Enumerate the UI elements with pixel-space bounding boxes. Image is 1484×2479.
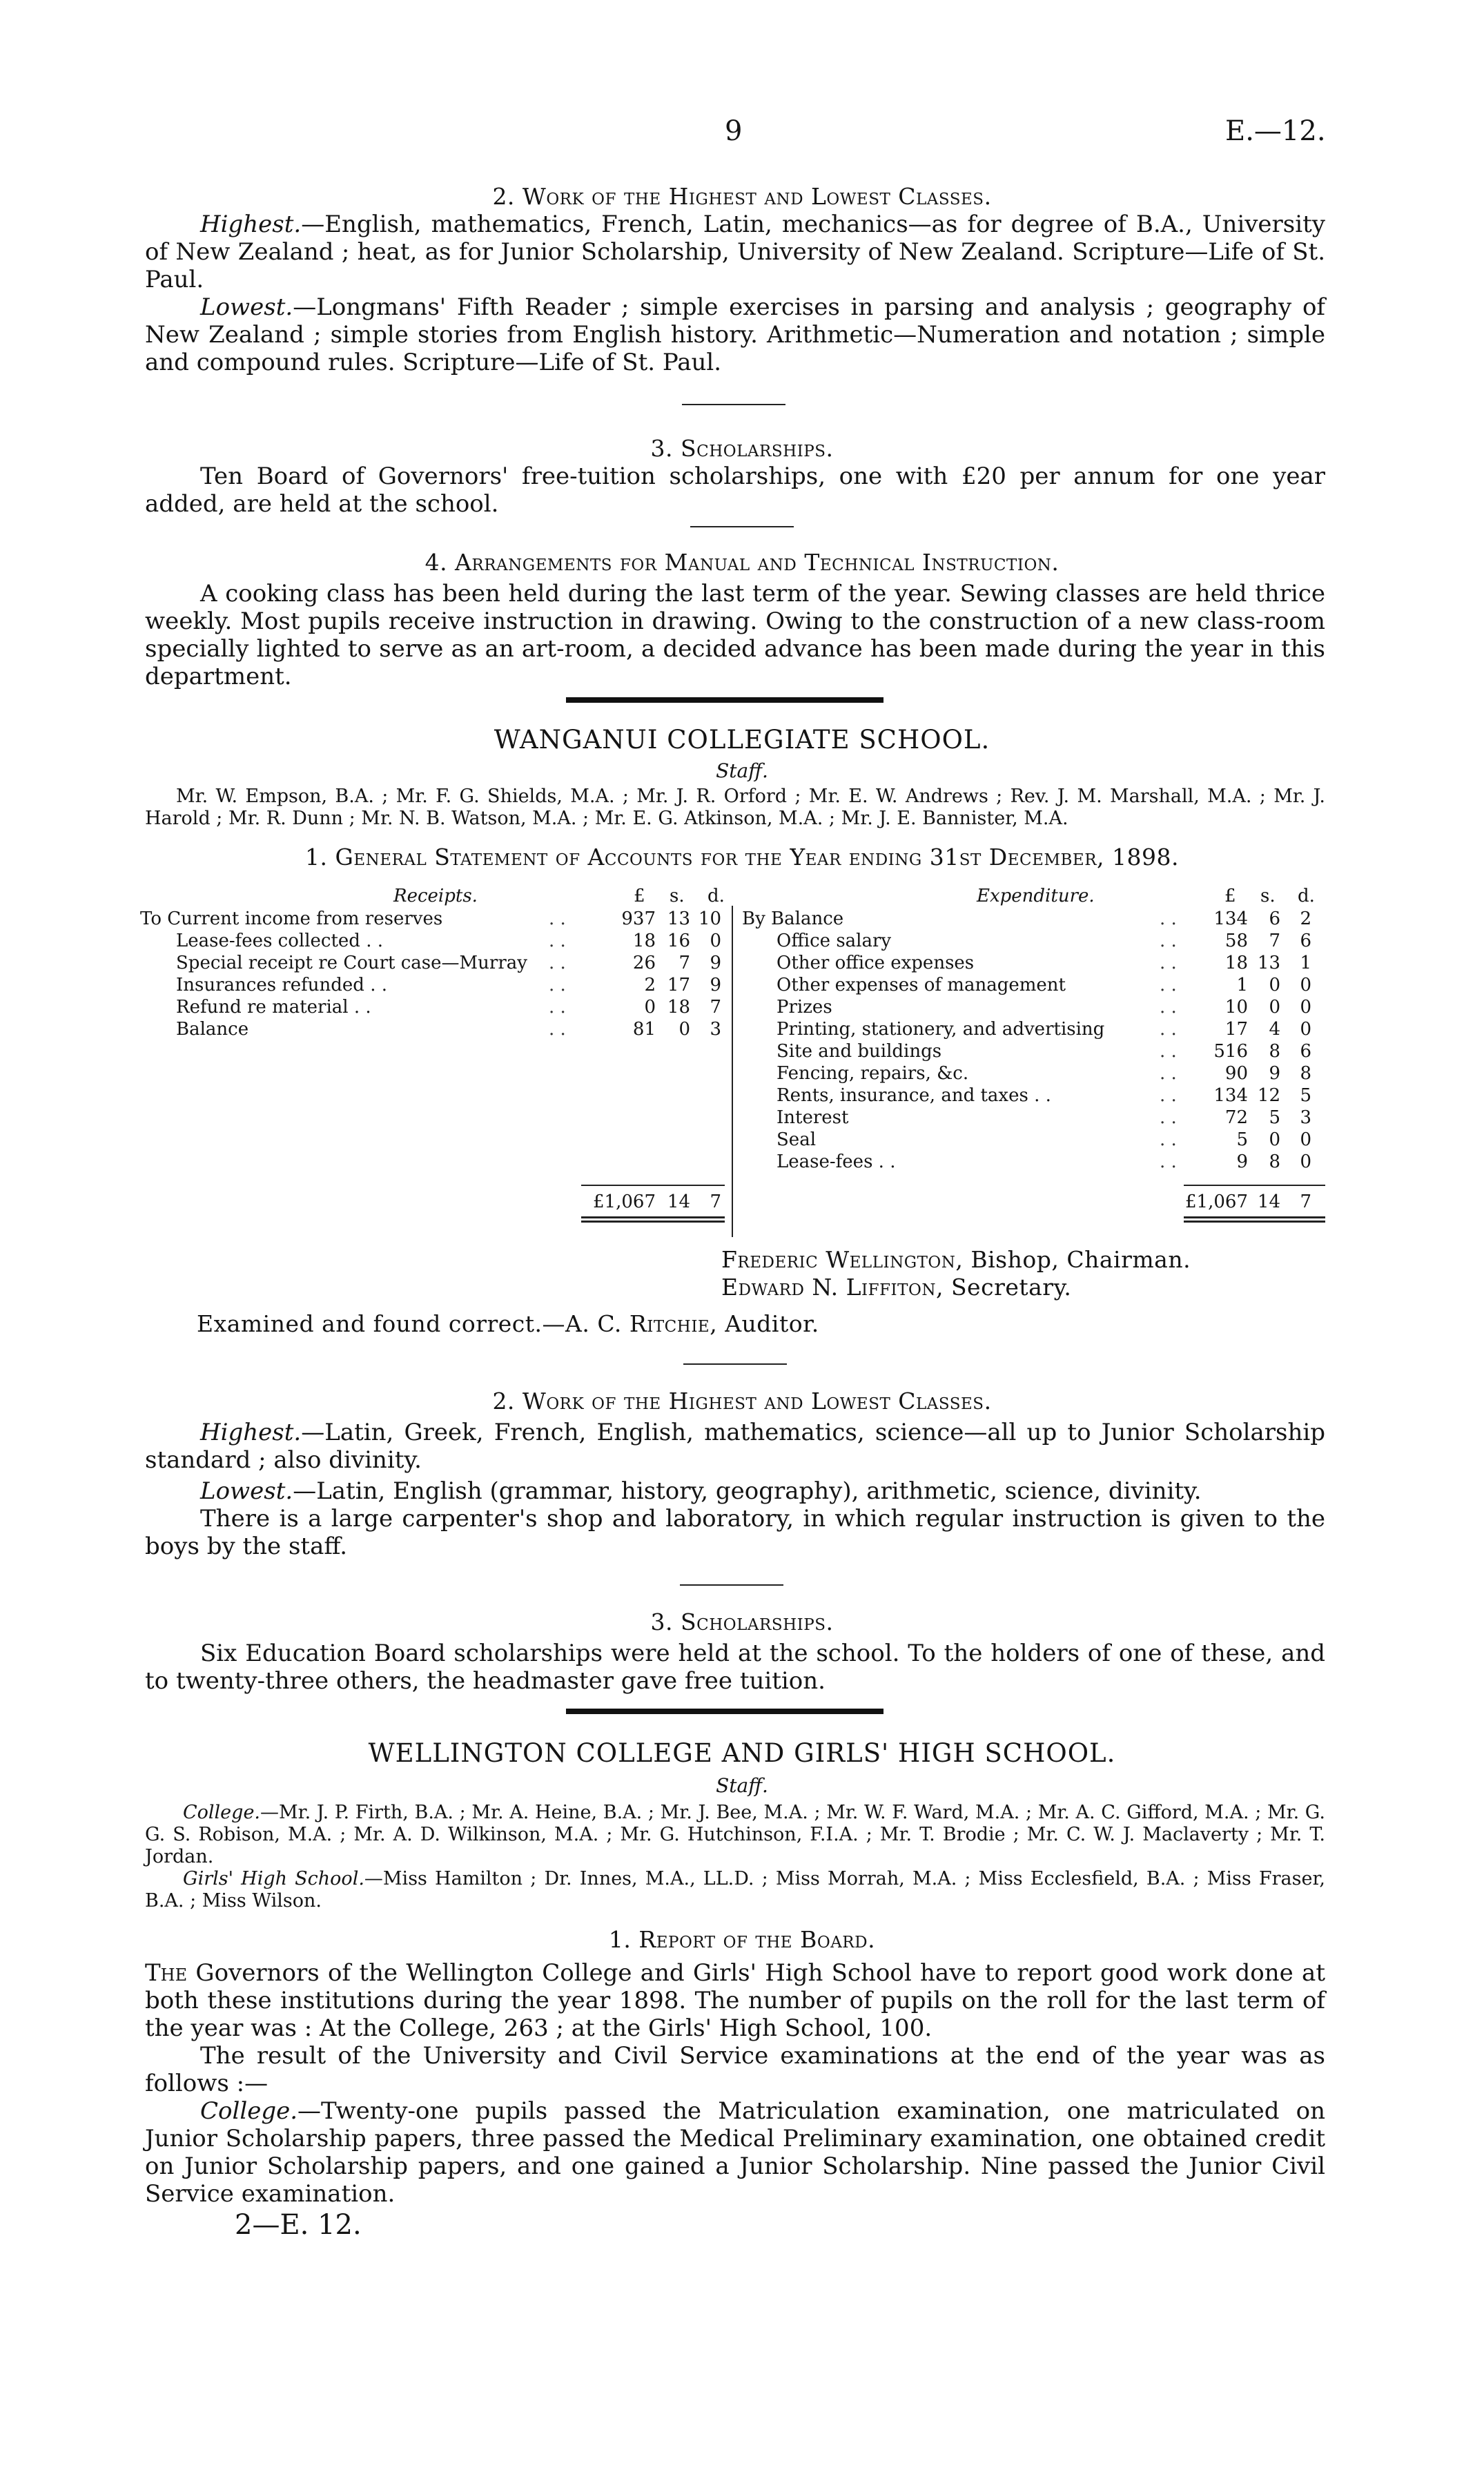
expenditure-amount-pence: 0 xyxy=(1300,1151,1311,1172)
col-pence-header: d. xyxy=(1298,886,1315,906)
col-pounds-header: £ xyxy=(1224,886,1236,906)
secretary-role: Secretary. xyxy=(950,1274,1072,1301)
expenditure-amount-pounds: 58 xyxy=(1224,931,1248,951)
expenditure-label: Lease-fees . . xyxy=(777,1151,896,1172)
expenditure-amount-pounds: 134 xyxy=(1213,908,1248,929)
signature-secretary xyxy=(721,1274,1071,1301)
expenditure-amount-pounds: 1 xyxy=(1236,975,1248,995)
expenditure-label: Fencing, repairs, &c. xyxy=(777,1063,969,1084)
receipt-label: Insurances refunded . . xyxy=(176,975,387,995)
receipt-amount-pounds: 26 xyxy=(632,953,656,973)
divider xyxy=(690,526,794,527)
girls-staff-text: —Miss Hamilton ; Dr. Innes, M.A., LL.D. ; Miss Morrah, M.A. ; Miss Ecclesfield, B.A. ; Miss Fraser, B.A. ; Miss Wilson. xyxy=(145,1868,1325,1912)
receipt-amount-pence: 9 xyxy=(710,953,721,973)
expenditure-amount-shillings: 7 xyxy=(1269,931,1280,951)
receipt-amount-pence: 7 xyxy=(710,997,721,1018)
receipts-total-shillings: 14 xyxy=(667,1192,690,1212)
leader-dots: . . xyxy=(549,953,566,973)
leader-dots: . . xyxy=(1160,975,1177,995)
expenditure-label: Printing, stationery, and advertising xyxy=(777,1019,1105,1040)
manual-instruction-paragraph: A cooking class has been held during the last term of the year. Sewing classes are held thrice weekly. Most pupils receive instruction in drawing. Owing to the construction of a new class-room specially lighted to serve as an art-room, a decided advance has been made during the year in this department. xyxy=(145,580,1325,690)
school-title-wellington: WELLINGTON COLLEGE AND GIRLS' HIGH SCHOOL. xyxy=(368,1738,1116,1768)
receipt-label: To Current income from reserves xyxy=(140,908,443,929)
leader-dots: . . xyxy=(1160,1041,1177,1062)
college-results-text: —Twenty-one pupils passed the Matriculation examination, one matriculated on Junior Scholarship papers, three passed the Medical Preliminary examination, one obtained credit on Junior Scholarship papers, and one gained a Junior Scholarship. Nine passed the Junior Civil Service examination. xyxy=(145,2097,1325,2208)
lowest-label: Lowest. xyxy=(200,1477,293,1505)
expenditure-row xyxy=(0,1085,1484,1107)
expenditure-amount-pence: 6 xyxy=(1300,931,1311,951)
staff-label: Staff. xyxy=(716,759,768,782)
receipts-header: Receipts. xyxy=(393,886,478,906)
accounts-statement-heading: 1. General Statement of Accounts for the Year ending 31st December, 1898. xyxy=(305,844,1179,871)
expenditure-row xyxy=(0,1063,1484,1085)
receipts-total-rule xyxy=(581,1185,725,1186)
expenditure-amount-shillings: 0 xyxy=(1269,1129,1280,1150)
lowest-class-paragraph xyxy=(145,293,1325,376)
expenditure-amount-pence: 6 xyxy=(1300,1041,1311,1062)
college-results-paragraph xyxy=(145,2097,1325,2208)
auditor-role: Auditor. xyxy=(725,1310,819,1337)
leader-dots: . . xyxy=(1160,1151,1177,1172)
expenditure-amount-pounds: 10 xyxy=(1224,997,1248,1018)
section-heading-work: 2. Work of the Highest and Lowest Classes. xyxy=(492,1388,992,1415)
secretary-name: Edward N. Liffiton, xyxy=(721,1274,944,1301)
leader-dots: . . xyxy=(1160,931,1177,951)
examination-results-intro: The result of the University and Civil Service examinations at the end of the year was as follows :— xyxy=(145,2042,1325,2097)
chairman-name: Frederic Wellington, xyxy=(721,1246,964,1273)
highest-text: —English, mathematics, French, Latin, mechanics—as for degree of B.A., University of New Zealand ; heat, as for Junior Scholarship, University of New Zealand. Scripture—Life of St. Paul. xyxy=(145,211,1325,293)
expenditure-row xyxy=(0,1041,1484,1062)
col-shillings-header: s. xyxy=(670,886,685,906)
col-pence-header: d. xyxy=(707,886,725,906)
lowest-class-paragraph xyxy=(145,1477,1325,1505)
expenditure-row xyxy=(0,908,1484,930)
expenditure-row xyxy=(0,1129,1484,1151)
expenditure-amount-pence: 0 xyxy=(1300,1129,1311,1150)
divider xyxy=(683,1363,787,1365)
report-text: Governors of the Wellington College and Girls' High School have to report good work done at both these institutions during the year 1898. The number of pupils on the roll for the last term of the year was : At the College, 263 ; at the Girls' High School, 100. xyxy=(145,1959,1325,2042)
receipt-amount-pence: 9 xyxy=(710,975,721,995)
carpenter-shop-paragraph: There is a large carpenter's shop and laboratory, in which regular instruction is given to the boys by the staff. xyxy=(145,1505,1325,1560)
expenditure-header: Expenditure. xyxy=(977,886,1095,906)
receipt-amount-pence: 3 xyxy=(710,1019,721,1040)
lowest-label: Lowest. xyxy=(200,293,293,321)
leader-dots: . . xyxy=(1160,1107,1177,1128)
section-break-rule xyxy=(566,697,883,703)
leader-dots: . . xyxy=(1160,1129,1177,1150)
section-heading-scholarships: 3. Scholarships. xyxy=(650,1608,834,1635)
expenditure-amount-pence: 0 xyxy=(1300,975,1311,995)
leader-dots: . . xyxy=(1160,997,1177,1018)
expenditure-amount-shillings: 0 xyxy=(1269,997,1280,1018)
leader-dots: . . xyxy=(549,908,566,929)
receipt-amount-pounds: 18 xyxy=(632,931,656,951)
signature-mark: 2—E. 12. xyxy=(235,2209,362,2241)
expenditure-amount-pence: 2 xyxy=(1300,908,1311,929)
receipt-amount-shillings: 13 xyxy=(667,908,690,929)
expenditure-total-pence: 7 xyxy=(1300,1192,1311,1212)
receipt-label: Refund re material . . xyxy=(176,997,371,1018)
expenditure-row xyxy=(0,975,1484,996)
leader-dots: . . xyxy=(1160,1063,1177,1084)
receipts-total-pounds: £1,067 xyxy=(593,1192,656,1212)
expenditure-amount-pounds: 17 xyxy=(1224,1019,1248,1040)
receipt-amount-shillings: 18 xyxy=(667,997,690,1018)
col-pounds-header: £ xyxy=(634,886,645,906)
section-heading-manual-instruction: 4. Arrangements for Manual and Technical Instruction. xyxy=(424,549,1060,576)
receipt-amount-shillings: 16 xyxy=(667,931,690,951)
receipt-amount-shillings: 0 xyxy=(678,1019,690,1040)
expenditure-row xyxy=(0,997,1484,1018)
girls-school-label: Girls' High School. xyxy=(183,1868,364,1889)
section-heading-report: 1. Report of the Board. xyxy=(608,1926,876,1953)
expenditure-row xyxy=(0,1107,1484,1129)
receipt-amount-pence: 0 xyxy=(710,931,721,951)
expenditure-label: Other expenses of management xyxy=(777,975,1066,995)
expenditure-amount-pence: 1 xyxy=(1300,953,1311,973)
expenditure-amount-shillings: 13 xyxy=(1257,953,1280,973)
leader-dots: . . xyxy=(549,1019,566,1040)
highest-label: Highest. xyxy=(200,211,302,238)
leader-dots: . . xyxy=(1160,1085,1177,1106)
college-staff-list xyxy=(145,1802,1325,1868)
college-label: College. xyxy=(183,1802,261,1823)
expenditure-amount-pounds: 134 xyxy=(1213,1085,1248,1106)
expenditure-amount-shillings: 8 xyxy=(1269,1151,1280,1172)
expenditure-amount-shillings: 4 xyxy=(1269,1019,1280,1040)
receipts-total-double-rule xyxy=(581,1221,725,1223)
receipt-amount-pounds: 0 xyxy=(644,997,656,1018)
receipt-amount-shillings: 17 xyxy=(667,975,690,995)
section-break-rule xyxy=(566,1709,883,1714)
expenditure-total-rule xyxy=(1184,1185,1325,1186)
auditor-name: Ritchie, xyxy=(629,1310,718,1337)
divider xyxy=(682,404,785,405)
expenditure-amount-pounds: 72 xyxy=(1224,1107,1248,1128)
receipt-amount-pounds: 81 xyxy=(632,1019,656,1040)
wanganui-staff-list: Mr. W. Empson, B.A. ; Mr. F. G. Shields, M.A. ; Mr. J. R. Orford ; Mr. E. W. Andrews ; Rev. J. M. Marshall, M.A. ; Mr. J. Harold ; Mr. R. Dunn ; Mr. N. B. Watson, M.A. ; Mr. E. G. Atkinson, M.A. ; Mr. J. E. Bannister, M.A. xyxy=(145,786,1325,829)
scholarships-paragraph: Six Education Board scholarships were held at the school. To the holders of one of these, and to twenty-three others, the headmaster gave free tuition. xyxy=(145,1640,1325,1695)
expenditure-amount-pence: 3 xyxy=(1300,1107,1311,1128)
board-report-paragraph xyxy=(145,1959,1325,2042)
receipt-amount-pounds: 937 xyxy=(621,908,656,929)
girls-staff-list xyxy=(145,1868,1325,1912)
highest-text: —Latin, Greek, French, English, mathematics, science—all up to Junior Scholarship standard ; also divinity. xyxy=(145,1419,1325,1474)
expenditure-total-shillings: 14 xyxy=(1257,1192,1280,1212)
expenditure-label: By Balance xyxy=(742,908,844,929)
expenditure-amount-pounds: 90 xyxy=(1224,1063,1248,1084)
receipt-amount-pounds: 2 xyxy=(644,975,656,995)
expenditure-amount-pence: 0 xyxy=(1300,1019,1311,1040)
expenditure-amount-pounds: 516 xyxy=(1213,1041,1248,1062)
expenditure-amount-pence: 0 xyxy=(1300,997,1311,1018)
receipt-label: Special receipt re Court case—Murray xyxy=(176,953,527,973)
expenditure-amount-pounds: 18 xyxy=(1224,953,1248,973)
page-number: 9 xyxy=(725,115,743,147)
leader-dots: . . xyxy=(1160,1019,1177,1040)
expenditure-amount-pence: 5 xyxy=(1300,1085,1311,1106)
expenditure-amount-pence: 8 xyxy=(1300,1063,1311,1084)
highest-class-paragraph xyxy=(145,211,1325,293)
leader-dots: . . xyxy=(1160,908,1177,929)
section-heading-work: 2. Work of the Highest and Lowest Classes. xyxy=(492,183,992,210)
expenditure-label: Prizes xyxy=(777,997,832,1018)
expenditure-row xyxy=(0,953,1484,974)
signature-chairman xyxy=(721,1246,1191,1273)
expenditure-amount-shillings: 9 xyxy=(1269,1063,1280,1084)
chairman-role: Bishop, Chairman. xyxy=(970,1246,1191,1273)
leader-dots: . . xyxy=(549,931,566,951)
receipts-total-double-rule xyxy=(581,1216,725,1218)
lowest-text: —Longmans' Fifth Reader ; simple exercises in parsing and analysis ; geography of New Zealand ; simple stories from English history. Arithmetic—Numeration and notation ; simple and compound rules. Scripture—Life of St. Paul. xyxy=(145,293,1325,376)
divider xyxy=(680,1584,783,1586)
expenditure-total-double-rule xyxy=(1184,1221,1325,1223)
expenditure-total-pounds: £1,067 xyxy=(1185,1192,1248,1212)
expenditure-amount-pounds: 9 xyxy=(1236,1151,1248,1172)
expenditure-label: Seal xyxy=(777,1129,817,1150)
expenditure-row xyxy=(0,931,1484,952)
receipt-amount-pence: 10 xyxy=(698,908,721,929)
school-title-wanganui: WANGANUI COLLEGIATE SCHOOL. xyxy=(494,725,990,755)
document-reference: E.—12. xyxy=(1225,115,1326,147)
staff-label: Staff. xyxy=(716,1774,768,1797)
report-lead-word: The xyxy=(145,1959,188,1987)
expenditure-label: Rents, insurance, and taxes . . xyxy=(777,1085,1051,1106)
leader-dots: . . xyxy=(549,997,566,1018)
col-shillings-header: s. xyxy=(1260,886,1276,906)
expenditure-amount-shillings: 6 xyxy=(1269,908,1280,929)
leader-dots: . . xyxy=(1160,953,1177,973)
expenditure-row xyxy=(0,1151,1484,1173)
expenditure-label: Other office expenses xyxy=(777,953,975,973)
expenditure-amount-shillings: 8 xyxy=(1269,1041,1280,1062)
section-heading-scholarships: 3. Scholarships. xyxy=(650,435,834,462)
expenditure-label: Office salary xyxy=(777,931,892,951)
scholarships-paragraph: Ten Board of Governors' free-tuition scholarships, one with £20 per annum for one year added, are held at the school. xyxy=(145,463,1325,518)
expenditure-amount-pounds: 5 xyxy=(1236,1129,1248,1150)
receipt-label: Balance xyxy=(176,1019,249,1040)
auditor-text: Examined and found correct.—A. C. xyxy=(197,1310,622,1337)
expenditure-amount-shillings: 5 xyxy=(1269,1107,1280,1128)
receipts-total-pence: 7 xyxy=(710,1192,721,1212)
expenditure-row xyxy=(0,1019,1484,1040)
expenditure-label: Site and buildings xyxy=(777,1041,942,1062)
highest-class-paragraph xyxy=(145,1419,1325,1474)
receipt-label: Lease-fees collected . . xyxy=(176,931,384,951)
highest-label: Highest. xyxy=(200,1419,302,1446)
auditor-line xyxy=(197,1310,819,1337)
leader-dots: . . xyxy=(549,975,566,995)
lowest-text: —Latin, English (grammar, history, geography), arithmetic, science, divinity. xyxy=(293,1477,1202,1505)
college-staff-text: —Mr. J. P. Firth, B.A. ; Mr. A. Heine, B.A. ; Mr. J. Bee, M.A. ; Mr. W. F. Ward, M.A. ; Mr. A. C. Gifford, M.A. ; Mr. G. G. S. Robison, M.A. ; Mr. A. D. Wilkinson, M.A. ; Mr. G. Hutchinson, F.I.A. ; Mr. T. Brodie ; Mr. C. W. J. Maclaverty ; Mr. T. Jordan. xyxy=(145,1802,1325,1867)
expenditure-amount-shillings: 12 xyxy=(1257,1085,1280,1106)
college-results-label: College. xyxy=(200,2097,298,2125)
expenditure-amount-shillings: 0 xyxy=(1269,975,1280,995)
receipt-amount-shillings: 7 xyxy=(678,953,690,973)
expenditure-total-double-rule xyxy=(1184,1216,1325,1218)
expenditure-label: Interest xyxy=(777,1107,849,1128)
